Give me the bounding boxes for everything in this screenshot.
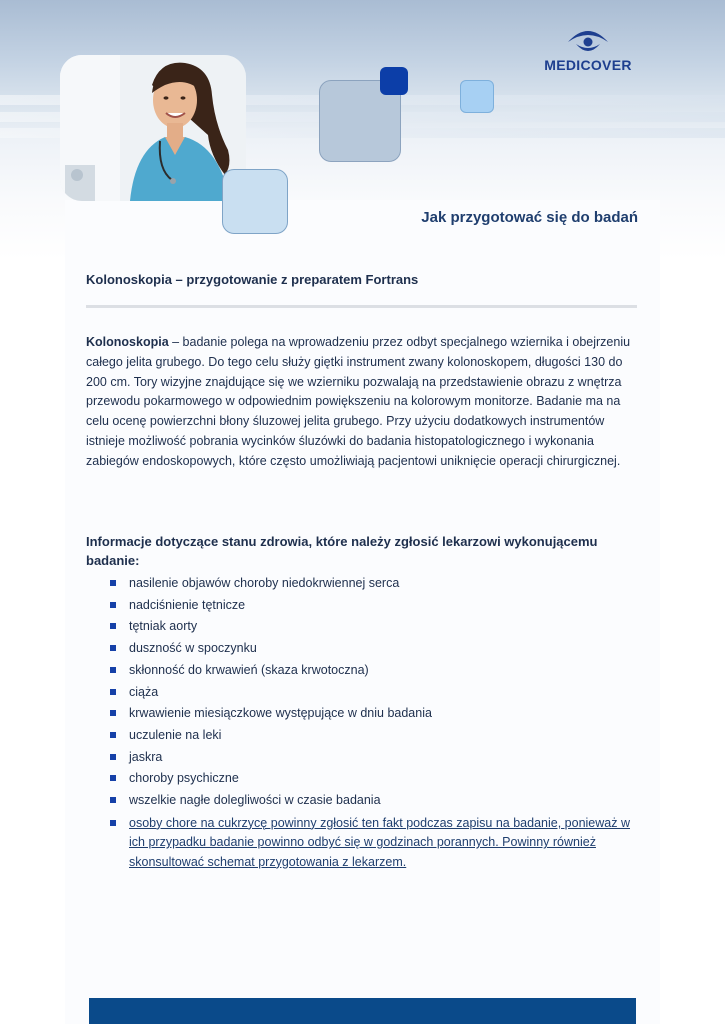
bullet-icon <box>110 689 116 695</box>
bullet-icon <box>110 775 116 781</box>
footer-bar <box>89 998 636 1024</box>
bullet-icon <box>110 710 116 716</box>
decorative-square <box>460 80 494 113</box>
info-heading: Informacje dotyczące stanu zdrowia, które należy zgłosić lekarzowi wykonującemu badanie: <box>86 534 598 568</box>
list-item: tętniak aorty <box>110 616 645 638</box>
bullet-icon <box>110 732 116 738</box>
conditions-list <box>110 573 645 872</box>
bullet-icon <box>110 602 116 608</box>
bullet-icon <box>110 667 116 673</box>
list-item: nadciśnienie tętnicze <box>110 595 645 617</box>
list-item: wszelkie nagłe dolegliwości w czasie badania <box>110 790 645 812</box>
list-item: nasilenie objawów choroby niedokrwiennej serca <box>110 573 645 595</box>
decorative-square <box>222 169 288 234</box>
list-item: choroby psychiczne <box>110 768 645 790</box>
list-item: ciąża <box>110 682 645 704</box>
decorative-square <box>380 67 408 95</box>
divider <box>86 305 637 308</box>
bullet-icon <box>110 797 116 803</box>
bullet-icon <box>110 820 116 826</box>
bullet-icon <box>110 754 116 760</box>
list-item: duszność w spoczynku <box>110 638 645 660</box>
list-item: krwawienie miesiączkowe występujące w dniu badania <box>110 703 645 725</box>
list-item: uczulenie na leki <box>110 725 645 747</box>
logo-mark <box>540 22 636 56</box>
medicover-logo <box>540 22 636 76</box>
list-item: jaskra <box>110 747 645 769</box>
logo-wordmark: MEDICOVER <box>544 57 632 73</box>
list-item: skłonność do krwawień (skaza krwotoczna) <box>110 660 645 682</box>
list-item-diabetes-note: osoby chore na cukrzycę powinny zgłosić ten fakt podczas zapisu na badanie, ponieważ w ich przypadku badanie powinno odbyć się w godzinach porannych. Powinny również skonsultować schemat przygotowania z lekarzem. <box>110 812 645 873</box>
intro-paragraph <box>86 333 646 472</box>
bullet-icon <box>110 580 116 586</box>
page-title: Jak przygotować się do badań <box>421 209 638 226</box>
bullet-icon <box>110 645 116 651</box>
intro-text: – badanie polega na wprowadzeniu przez odbyt specjalnego wziernika i obejrzeniu całego jelita grubego. Do tego celu służy giętki instrument zwany kolonoskopem, długości 130 do 200 cm. Tory wizyjne znajdujące się we wzierniku pozwalają na przedstawienie obrazu z wnętrza przewodu pokarmowego w odpowiednim powiększeniu na kolorowym monitorze. Badanie ma na celu ocenę powierzchni błony śluzowej jelita grubego. Przy użyciu dodatkowych instrumentów istnieje możliwość pobrania wycinków śluzówki do badania histopatologicznego i wykonania zabiegów endoskopowych, które często umożliwiają pacjentowi uniknięcie operacji chirurgicznej. <box>86 335 631 468</box>
bullet-icon <box>110 623 116 629</box>
nurse-illustration <box>60 55 246 201</box>
section-title: Kolonoskopia – przygotowanie z preparatem Fortrans <box>86 272 419 287</box>
nurse-photo <box>60 55 246 201</box>
intro-term: Kolonoskopia <box>86 335 169 349</box>
